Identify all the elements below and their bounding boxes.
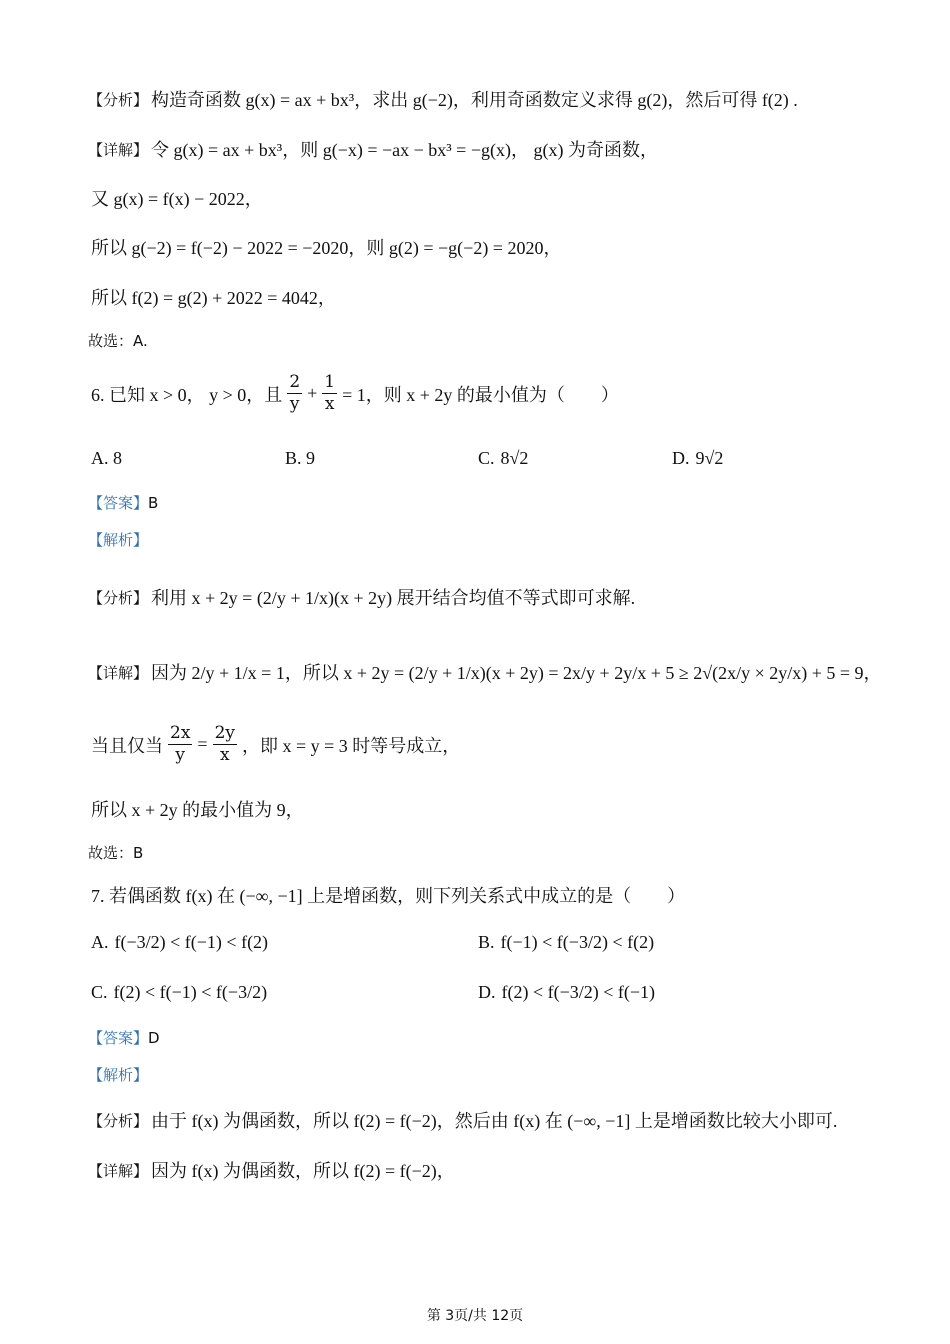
analysis-tag: 【分析】 [88, 90, 149, 109]
q5-line5: 所以 f(2) = g(2) + 2022 = 4042， [91, 288, 336, 308]
q7-option-a: A. f(−3/2) < f(−1) < f(2) [91, 932, 269, 952]
q7-detail-line: 【详解】 因为 f(x) 为偶函数，所以 f(2) = f(−2)， [88, 1161, 455, 1181]
detail-tag: 【详解】 [88, 1161, 149, 1180]
fraction: $\frac{2y}{x}$ [214, 723, 235, 766]
q6-option-d: D. 9√2 [672, 448, 724, 468]
jiexi-tag: 【解析】 [88, 1066, 149, 1084]
detail-tag: 【详解】 [88, 663, 149, 682]
page-footer: 第 3页/共 12页 [426, 1308, 524, 1324]
q7-analysis-line: 【分析】 由于 f(x) 为偶函数，所以 f(2) = f(−2)，然后由 f(x) 在 (−∞, −1] 上是增函数比较大小即可. [88, 1111, 838, 1131]
fraction: $\frac{1}{x}$ [324, 372, 336, 415]
q5-analysis-text: 构造奇函数 g(x) = ax + bx³，求出 g(−2)，利用奇函数定义求得 g(2)，然后可得 f(2) . [151, 90, 798, 110]
q6-detail-line: 【详解】 因为 2/y + 1/x = 1，所以 x + 2y = (2/y + 1/x)(x + 2y) = 2x/y + 2y/x + 5 ≥ 2√(2x/y × 2y/x) + 5 = 9， [88, 663, 882, 683]
q6-stem: 6. 已知 x > 0， y > 0，且 $\frac{2}{y}$ + $\frac{1}{x}$ = 1，则 x + 2y 的最小值为（ ） [91, 372, 619, 415]
q7-option-c: C. f(2) < f(−1) < f(−3/2) [91, 982, 268, 1002]
q5-line4: 所以 g(−2) = f(−2) − 2022 = −2020，则 g(2) = −g(−2) = 2020， [91, 238, 562, 258]
q6-analysis-line: 【分析】 利用 x + 2y = (2/y + 1/x)(x + 2y) 展开结合均值不等式即可求解. [88, 588, 636, 608]
q6-equality-line: 当且仅当 $\frac{2x}{y}$ = $\frac{2y}{x}$ ，即 x = y = 3 时等号成立， [91, 723, 461, 766]
q7-stem: 7. 若偶函数 f(x) 在 (−∞, −1] 上是增函数，则下列关系式中成立的是（ ） [91, 886, 686, 906]
q6-option-c: C. 8√2 [478, 448, 529, 468]
q6-choose: 故选：B [88, 844, 144, 862]
q6-answer [88, 492, 158, 513]
q7-jiexi [88, 1064, 148, 1085]
detail-tag: 【详解】 [88, 140, 149, 159]
q5-detail-text: 令 g(x) = ax + bx³，则 g(−x) = −ax − bx³ = −g(x)， g(x) 为奇函数， [151, 140, 658, 160]
analysis-tag: 【分析】 [88, 1111, 149, 1130]
fraction: $\frac{2}{y}$ [289, 372, 301, 415]
q5-line3: 又 g(x) = f(x) − 2022， [91, 189, 263, 209]
analysis-tag: 【分析】 [88, 588, 149, 607]
q5-detail-line [88, 136, 661, 162]
q7-option-d: D. f(2) < f(−3/2) < f(−1) [478, 982, 656, 1002]
q6-jiexi [88, 529, 148, 550]
fraction: $\frac{2x}{y}$ [170, 723, 191, 766]
answer-value: B [148, 493, 159, 512]
q5-choose: 故选：A. [88, 332, 148, 350]
q6-min-line: 所以 x + 2y 的最小值为 9， [91, 800, 304, 820]
q6-option-a: A. 8 [91, 448, 122, 468]
q6-option-b: B. 9 [285, 448, 316, 468]
q5-analysis-line [88, 86, 801, 112]
jiexi-tag: 【解析】 [88, 531, 149, 549]
answer-value: D [148, 1028, 160, 1047]
answer-tag: 【答案】 [88, 1029, 149, 1047]
q7-option-b: B. f(−1) < f(−3/2) < f(2) [478, 932, 655, 952]
q7-answer [88, 1027, 160, 1048]
answer-tag: 【答案】 [88, 494, 149, 512]
